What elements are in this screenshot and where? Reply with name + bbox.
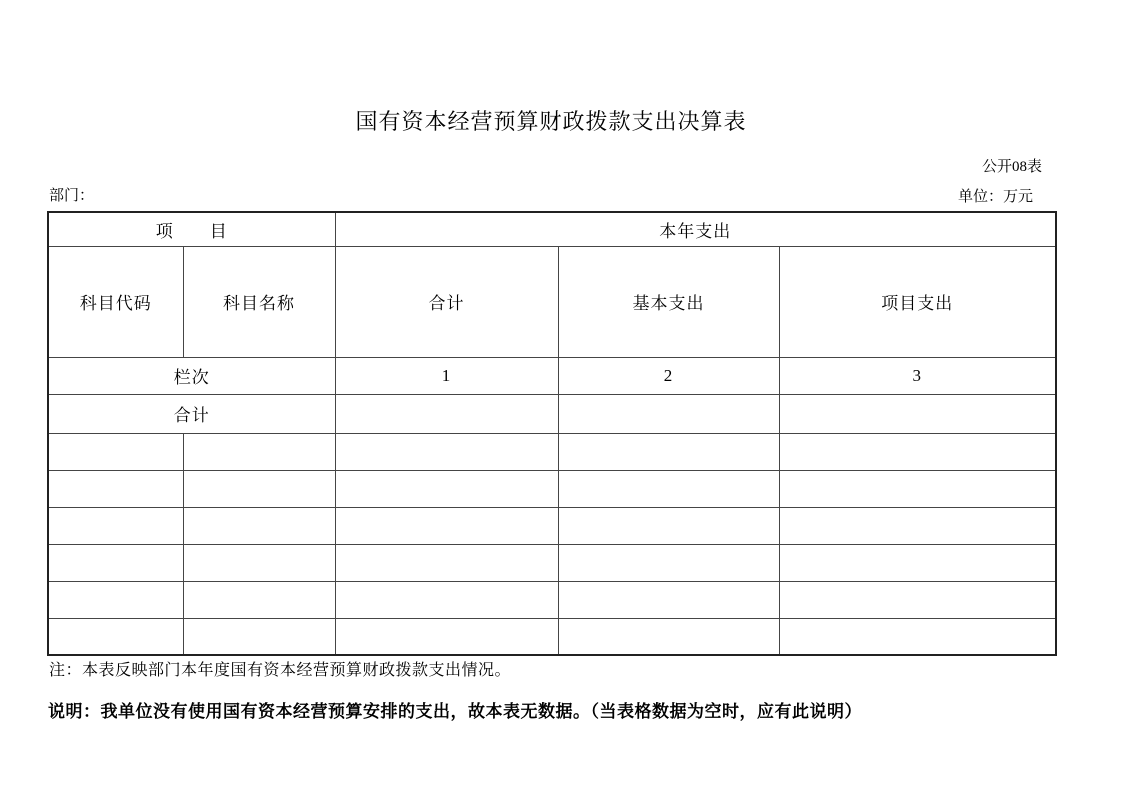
empty-cell: [48, 470, 183, 507]
empty-cell: [183, 618, 335, 655]
header-cell-basic-expenditure: 基本支出: [558, 246, 779, 357]
table-note: 注：本表反映部门本年度国有资本经营预算财政拨款支出情况。: [49, 662, 512, 679]
empty-cell: [335, 544, 558, 581]
empty-cell: [183, 544, 335, 581]
empty-cell: [335, 433, 558, 470]
header-cell-project-expenditure: 项目支出: [779, 246, 1056, 357]
page-title: 国有资本经营预算财政拨款支出决算表: [355, 109, 747, 134]
column-index-1: 1: [335, 357, 558, 394]
empty-cell: [335, 507, 558, 544]
empty-cell: [183, 507, 335, 544]
header-cell-current-year-expenditure: 本年支出: [335, 212, 1056, 246]
header-row-groups: [48, 212, 1056, 246]
empty-cell: [558, 544, 779, 581]
empty-cell: [779, 618, 1056, 655]
empty-cell: [779, 470, 1056, 507]
header-cell-subject-code: 科目代码: [48, 246, 183, 357]
total-row-label: 合计: [48, 394, 335, 433]
empty-cell: [183, 581, 335, 618]
header-cell-subject-name: 科目名称: [183, 246, 335, 357]
column-index-row: [48, 357, 1056, 394]
empty-cell: [779, 507, 1056, 544]
header-row-columns: [48, 246, 1056, 357]
empty-cell: [48, 581, 183, 618]
empty-cell: [48, 618, 183, 655]
empty-cell: [48, 507, 183, 544]
empty-cell: [48, 544, 183, 581]
empty-data-row: [48, 507, 1056, 544]
header-cell-total: 合计: [335, 246, 558, 357]
empty-data-row: [48, 470, 1056, 507]
empty-cell: [48, 433, 183, 470]
empty-cell: [558, 470, 779, 507]
empty-cell: [558, 618, 779, 655]
empty-data-row: [48, 581, 1056, 618]
empty-cell: [558, 581, 779, 618]
department-label: 部门：: [49, 188, 95, 204]
total-row-project-cell: [779, 394, 1056, 433]
column-index-2: 2: [558, 357, 779, 394]
empty-cell: [183, 433, 335, 470]
total-row-total-cell: [335, 394, 558, 433]
expenditure-table: [47, 211, 1057, 656]
empty-rows-body: [48, 433, 1056, 655]
empty-data-row: [48, 433, 1056, 470]
empty-cell: [558, 507, 779, 544]
form-code-label: 公开08表: [981, 159, 1042, 175]
empty-cell: [779, 433, 1056, 470]
empty-data-row: [48, 544, 1056, 581]
table-statement: 说明：我单位没有使用国有资本经营预算安排的支出，故本表无数据。（当表格数据为空时，应有此说明）: [48, 702, 862, 721]
empty-data-row: [48, 618, 1056, 655]
empty-cell: [779, 544, 1056, 581]
empty-cell: [335, 581, 558, 618]
empty-cell: [779, 581, 1056, 618]
empty-cell: [335, 618, 558, 655]
header-cell-item-group: 项 目: [48, 212, 335, 246]
empty-cell: [558, 433, 779, 470]
column-index-label: 栏次: [48, 357, 335, 394]
empty-cell: [183, 470, 335, 507]
total-row-basic-cell: [558, 394, 779, 433]
column-index-3: 3: [779, 357, 1056, 394]
total-row: [48, 394, 1056, 433]
unit-label: 单位：万元: [957, 189, 1033, 205]
empty-cell: [335, 470, 558, 507]
